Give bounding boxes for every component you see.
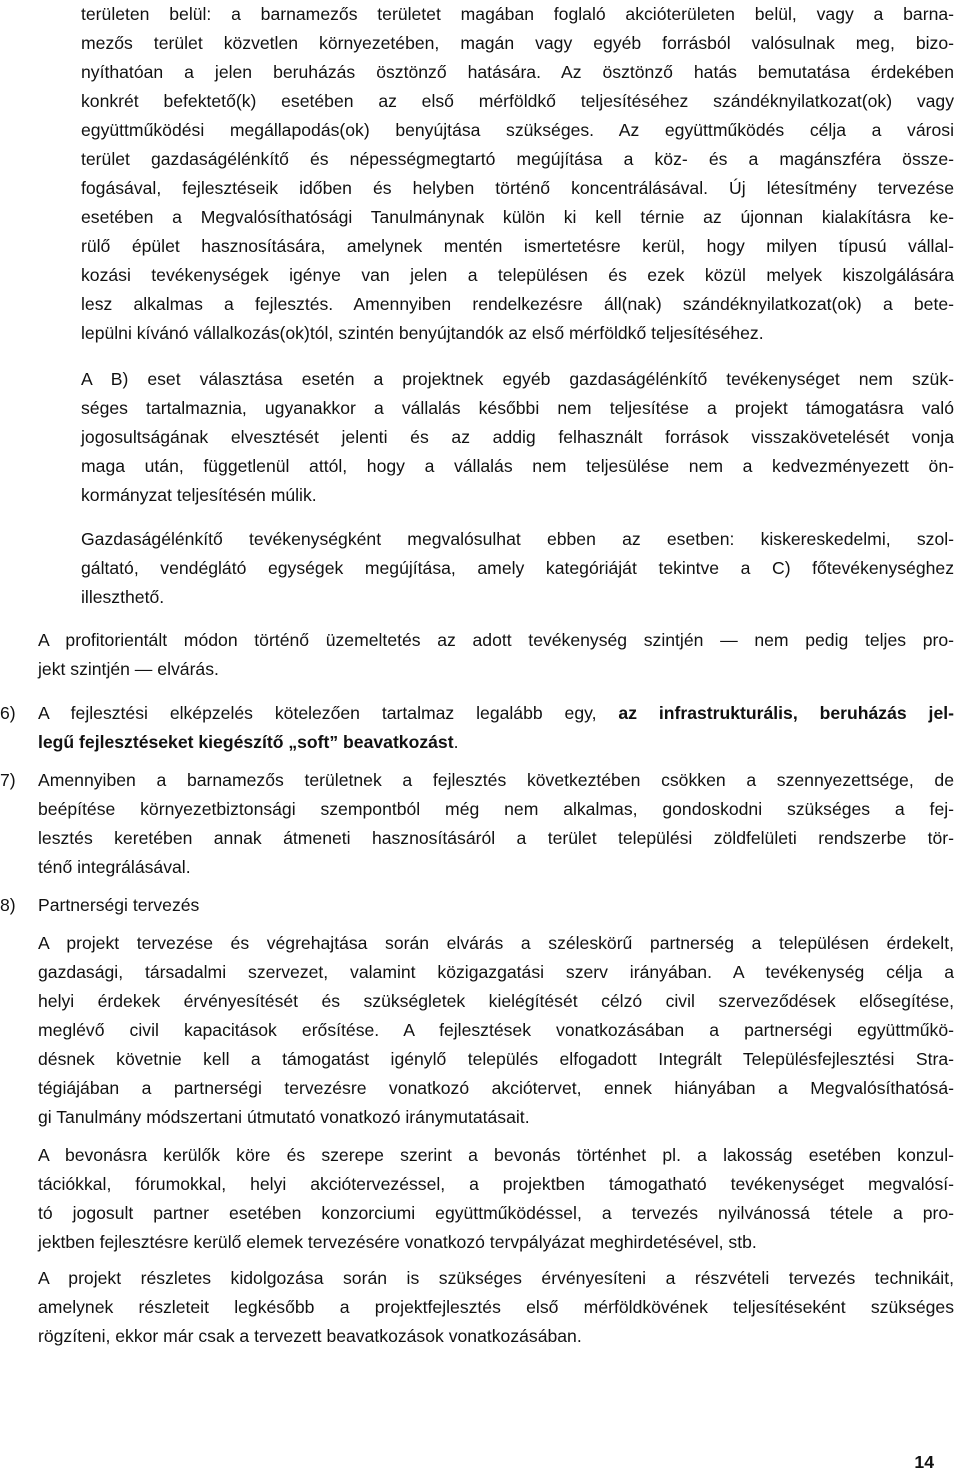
paragraph-participatory-planning — [38, 1264, 954, 1351]
text-line: gazdasági, társadalmi szervezet, valamint közigazgatási szerv irányában. A tevékenység célja a — [38, 962, 954, 982]
list-number: 8) — [0, 895, 16, 915]
text-line: lesz alkalmas a fejlesztés. Amennyiben rendelkezésre áll(nak) szándéknyilatkozat(ok) a bete- — [81, 294, 954, 314]
text-line: Amennyiben a barnamezős területnek a fejlesztés következtében csökken a szennyezettsége, de — [38, 770, 954, 790]
text-line: amelynek részleteit legkésőbb a projektfejlesztés első mérföldkövének teljesítéseként szükséges — [38, 1297, 954, 1317]
text-line: jekt szintjén — elvárás. — [38, 659, 219, 679]
text-line: kormányzat teljesítésén múlik. — [81, 485, 317, 505]
text-line: helyi érdekek érvényesítését és szükségletek kielégítését célzó civil szerveződések elősegítése, — [38, 991, 954, 1011]
text-line: A bevonásra kerülők köre és szerepe szerint a bevonás történhet pl. a lakosság esetében konzul- — [38, 1145, 954, 1165]
item6-bold-text: legű fejlesztéseket kiegészítő „soft” beavatkozást — [38, 732, 454, 752]
section-heading: Partnerségi tervezés — [38, 895, 200, 915]
text-line: tó jogosult partner esetében konzorciumi együttműködéssel, a tervezés nyilvánossá tétele a pro- — [38, 1203, 954, 1223]
text-line: mezős terület közvetlen környezetében, magán vagy egyéb forrásból valósulnak meg, bizo- — [81, 33, 954, 53]
text-line: désnek követnie kell a támogatást igénylő település elfogadott Integrált Településfejlesztési Stra- — [38, 1049, 954, 1069]
text-line: konkrét befektető(k) esetében az első mérföldkő teljesítéséhez szándéknyilatkozat(ok) vagy — [81, 91, 954, 111]
text-line: kozási tevékenységek igénye van jelen a településen és ezek közül melyek kiszolgálására — [81, 265, 954, 285]
text-line: esetében a Megvalósíthatósági Tanulmánynak külön ki kell térnie az újonnan kialakításra ke- — [81, 207, 954, 227]
text-line: területen belül: a barnamezős területet magában foglaló akcióterületen belül, vagy a barna- — [81, 4, 954, 24]
text-line: tációkkal, fórumokkal, helyi akciótervezéssel, a projektben támogatható tevékenységet megvalósí- — [38, 1174, 954, 1194]
text-line: maga után, függetlenül attól, hogy a vállalás nem teljesülése nem a kedvezményezett ön- — [81, 456, 954, 476]
paragraph-profit-oriented — [38, 626, 954, 684]
text-line: ténő integrálásával. — [38, 857, 191, 877]
text-line: lepülni kívánó vállalkozás(ok)tól, szintén benyújtandók az első mérföldkő teljesítéséhez. — [81, 323, 764, 343]
list-number: 6) — [0, 703, 16, 723]
paragraph-investor-commitment — [81, 0, 954, 348]
text-line: séges tartalmaznia, ugyanakkor a vállalás későbbi nem teljesítése a projekt támogatásra való — [81, 398, 954, 418]
text-line: rögzíteni, ekkor már csak a tervezett beavatkozások vonatkozásában. — [38, 1326, 582, 1346]
paragraph-partnership — [38, 929, 954, 1132]
text-line: terület gazdaságélénkítő és népességmegtartó megújítása a köz- és a magánszféra össze- — [81, 149, 954, 169]
list-item-7 — [0, 766, 954, 882]
paragraph-involvement — [38, 1141, 954, 1257]
item6-period: . — [453, 732, 459, 752]
text-line: gáltató, vendéglátó egységek megújítása, amely kategóriáját tekintve a C) főtevékenységhez — [81, 558, 954, 578]
item6-bold-text: az infrastrukturális, beruházás jel- — [618, 703, 954, 723]
text-line: meglévő civil kapacitások erősítése. A fejlesztések vonatkozásában a partnerségi együttműkö- — [38, 1020, 954, 1040]
text-line: illeszthető. — [81, 587, 165, 607]
text-line: tégiájában a partnerségi tervezésre vonatkozó akciótervet, ennek hiányában a Megvalósíthatósá- — [38, 1078, 954, 1098]
paragraph-economic-activity — [81, 525, 954, 612]
text-line: jogosultságának elvesztését jelenti és az addig felhasznált források visszakövetelését vonja — [81, 427, 954, 447]
text-line: A profitorientált módon történő üzemeltetés az adott tevékenység szintjén — nem pedig teljes pro- — [38, 630, 954, 650]
text-line: együttműködési megállapodás(ok) benyújtása szükséges. Az együttműködés célja a városi — [81, 120, 954, 140]
text-line — [38, 728, 954, 757]
paragraph-option-b — [81, 365, 954, 510]
page-number: 14 — [914, 1452, 934, 1472]
list-item-8 — [0, 891, 954, 920]
text-line: beépítése környezetbiztonsági szempontból még nem alkalmas, gondoskodni szükséges a fej- — [38, 799, 954, 819]
text-line: gi Tanulmány módszertani útmutató vonatkozó iránymutatásait. — [38, 1107, 530, 1127]
text-line: jektben fejlesztésre kerülő elemek tervezésére vonatkozó tervpályázat meghirdetésével, stb. — [38, 1232, 757, 1252]
text-line: nyíthatóan a jelen beruházás ösztönző hatására. Az ösztönző hatás bemutatása érdekében — [81, 62, 954, 82]
text-line: rülő épület hasznosítására, amelynek mentén ismertetésre kerül, hogy milyen típusú vállal- — [81, 236, 954, 256]
text-line: A projekt részletes kidolgozása során is szükséges érvényesíteni a részvételi tervezés technikáit, — [38, 1268, 954, 1288]
text-line: A projekt tervezése és végrehajtása során elvárás a széleskörű partnerség a településen érdekelt, — [38, 933, 954, 953]
text-line: fogásával, fejlesztéseik időben és helyben történő koncentrálásával. Új létesítmény tervezése — [81, 178, 954, 198]
text-line: Gazdaságélénkítő tevékenységként megvalósulhat ebben az esetben: kiskereskedelmi, szol- — [81, 529, 954, 549]
text-line: lesztés keretében annak átmeneti hasznosításáról a terület települési zöldfelületi rendszerbe tör- — [38, 828, 954, 848]
list-item-6 — [0, 699, 954, 757]
text-line — [38, 699, 954, 728]
text-line: A B) eset választása esetén a projektnek egyéb gazdaságélénkítő tevékenységet nem szük- — [81, 369, 954, 389]
list-number: 7) — [0, 770, 16, 790]
item6-normal-text: A fejlesztési elképzelés kötelezően tartalmaz legalább egy, — [38, 703, 619, 723]
